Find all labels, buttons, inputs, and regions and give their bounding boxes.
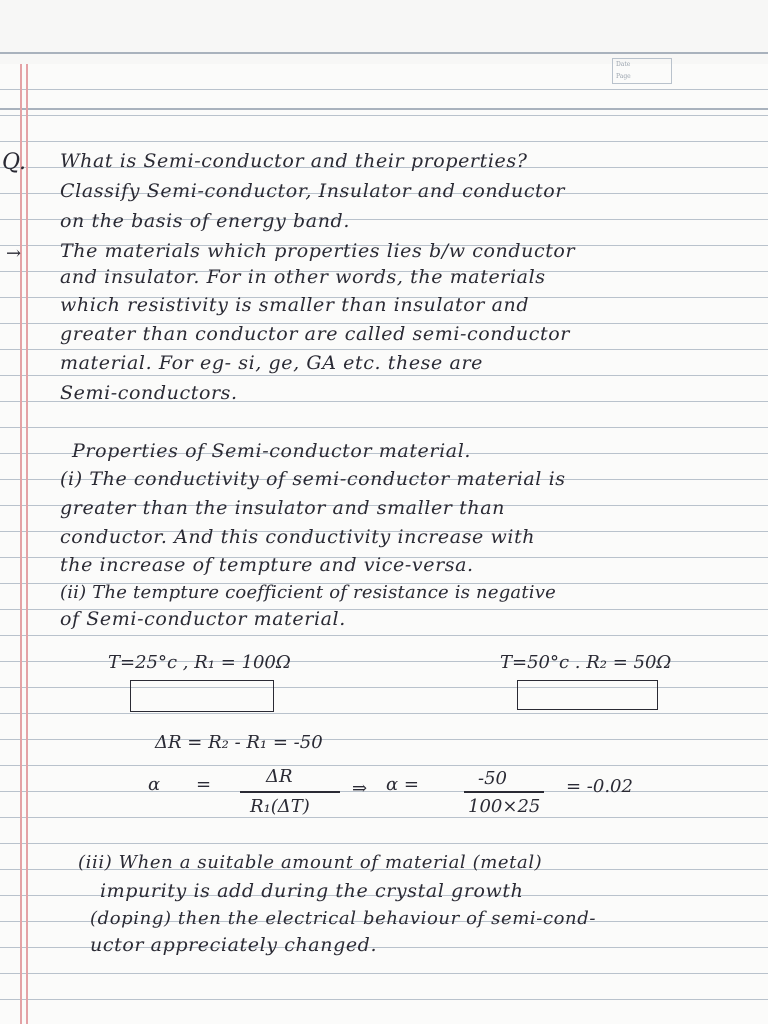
fraction-denominator: 100×25 [468,796,541,817]
fraction-denominator: R₁(ΔT) [250,796,310,817]
question-line: on the basis of energy band. [60,210,350,232]
property-line: (ii) The tempture coefficient of resistance is negative [60,582,556,603]
property-line: uctor appreciately changed. [90,934,378,956]
property-line: (iii) When a suitable amount of material (metal) [78,852,543,873]
answer-arrow: → [6,243,22,264]
date-label: Date [616,61,631,68]
delta-r-equation: ΔR = R₂ - R₁ = -50 [155,732,323,753]
alpha-symbol: α [148,774,161,795]
diagram-box-right [517,680,658,710]
property-line: the increase of tempture and vice-versa. [60,554,474,576]
margin-rule [26,64,28,1024]
diagram-box-left [130,680,274,712]
page-top-margin [0,0,768,64]
property-line: impurity is add during the crystal growth [100,880,524,902]
question-line: Classify Semi-conductor, Insulator and conductor [60,180,566,202]
alpha-equals: α = [386,774,419,795]
fraction-numerator: ΔR [266,766,293,787]
property-line: (doping) then the electrical behaviour of semi-cond- [90,908,597,929]
question-marker: Q. [2,150,26,175]
fraction-bar [464,791,544,793]
header-rule [0,108,768,110]
answer-line: Semi-conductors. [60,382,238,404]
left-condition: T=25°c , R₁ = 100Ω [108,652,291,673]
property-line: greater than the insulator and smaller than [60,497,505,519]
property-line: of Semi-conductor material. [60,608,346,630]
fraction-bar [240,791,340,793]
margin-rule [20,64,22,1024]
page-label: Page [616,73,631,80]
answer-line: which resistivity is smaller than insulator and [60,294,530,316]
answer-line: greater than conductor are called semi-conductor [60,323,570,345]
answer-line: The materials which properties lies b/w conductor [60,240,576,262]
question-line: What is Semi-conductor and their properties? [60,150,528,172]
implies-arrow: ⇒ [352,778,368,799]
date-page-box [612,58,672,84]
properties-heading: Properties of Semi-conductor material. [72,440,472,462]
alpha-result: = -0.02 [566,776,633,797]
equals-sign: = [196,774,212,795]
right-condition: T=50°c . R₂ = 50Ω [500,652,672,673]
answer-line: and insulator. For in other words, the materials [60,266,546,288]
property-line: conductor. And this conductivity increase with [60,526,536,548]
property-line: (i) The conductivity of semi-conductor material is [60,468,566,490]
fraction-numerator: -50 [478,768,507,789]
answer-line: material. For eg- si, ge, GA etc. these are [60,352,483,374]
header-rule [0,52,768,54]
